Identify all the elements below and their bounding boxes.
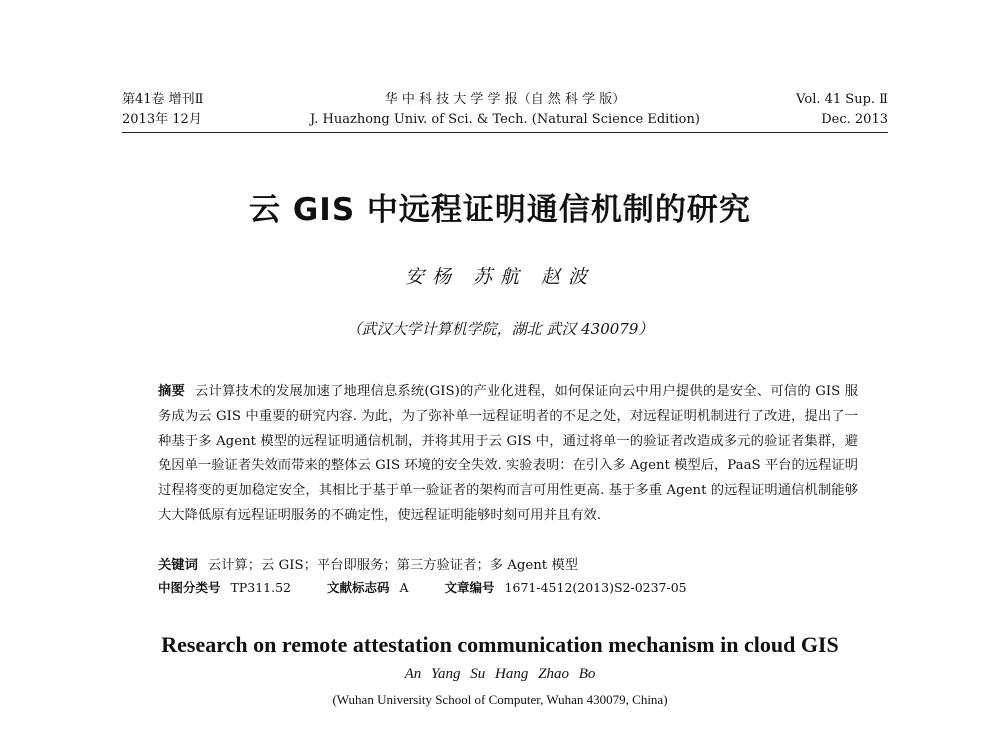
abstract [158,380,858,529]
affiliation-zh: （武汉大学计算机学院，湖北 武汉 430079） [346,320,654,338]
volume-issue-en: Vol. 41 Sup. Ⅱ [796,92,888,107]
paper-title-zh: 云 GIS 中远程证明通信机制的研究 [249,192,751,228]
clc-value: TP311.52 [230,580,292,595]
issue-date-en: Dec. 2013 [821,112,888,127]
doc-code-value: A [399,580,409,595]
classification-line [158,578,687,596]
authors-en: An Yang Su Hang Zhao Bo [404,666,596,682]
authors-zh: 安杨 苏航 赵波 [404,266,596,288]
journal-name-zh: 华 中 科 技 大 学 学 报（自 然 科 学 版） [384,92,626,107]
abstract-text: 云计算技术的发展加速了地理信息系统(GIS)的产业化进程，如何保证向云中用户提供的是安全、可信的 GIS 服务成为云 GIS 中重要的研究内容. 为此，为了弥补单一远程证明者的不足之处，对远程证明机制进行了改进，提出了一种基于多 Agent 模型的远程证明通信机制，并将其用于云 GIS 中，通过将单一的验证者改造成多元的验证者集群，避免因单一验证者失效而带来的整体云 GIS 环境的安全失效. 实验表明：在引入多 Agent 模型后，PaaS 平台的远程证明过程将变的更加稳定安全，其相比于基于单一验证者的架构而言可用性更高. 基于多重 Agent 的远程证明通信机制能够大大降低原有远程证明服务的不确定性，使远程证明能够时刻可用并且有效. [158,384,859,523]
journal-name [122,90,888,130]
paper-title-en: Research on remote attestation communication mechanism in cloud GIS [161,632,839,657]
keywords-label: 关键词 [158,558,198,573]
journal-header [122,90,888,130]
header-rule [122,132,888,133]
affiliation-en: (Wuhan University School of Computer, Wuhan 430079, China) [332,692,668,707]
keywords [158,554,578,573]
volume-issue: 第41卷 增刊Ⅱ [122,92,204,107]
journal-name-en: J. Huazhong Univ. of Sci. & Tech. (Natural Science Edition) [310,112,700,127]
keywords-text: 云计算；云 GIS；平台即服务；第三方验证者；多 Agent 模型 [207,558,578,573]
article-no-label: 文章编号 [444,580,495,595]
issue-date: 2013年 12月 [122,112,202,127]
article-no-value: 1671-4512(2013)S2-0237-05 [504,580,687,595]
abstract-label: 摘要 [158,384,185,399]
volume-info-en [796,90,888,130]
doc-code-label: 文献标志码 [327,580,390,595]
clc-label: 中图分类号 [158,580,221,595]
